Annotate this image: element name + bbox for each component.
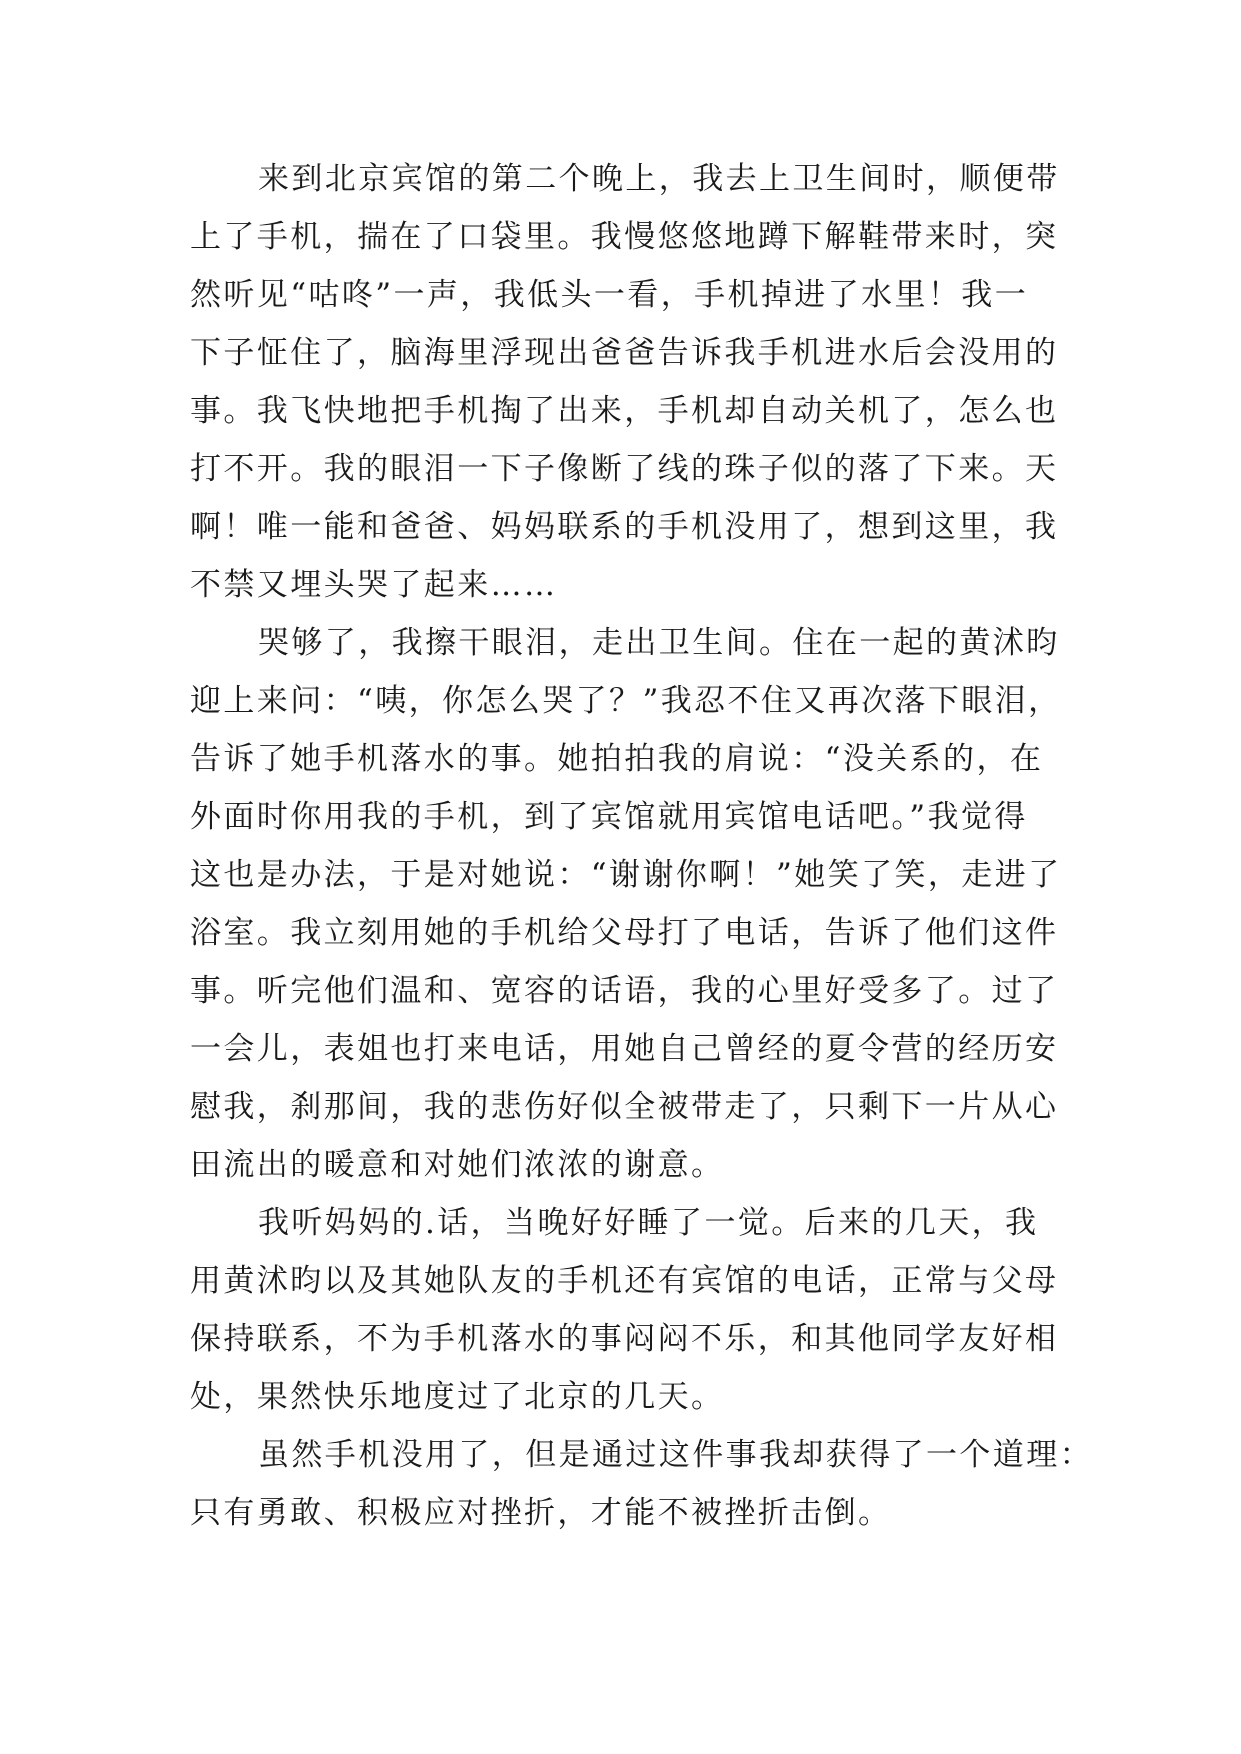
paragraph-2-line-8: 一会儿，表姐也打来电话，用她自己曾经的夏令营的经历安 bbox=[190, 1031, 1059, 1067]
paragraph-2-line-10: 田流出的暖意和对她们浓浓的谢意。 bbox=[190, 1147, 725, 1183]
paragraph-4-line-1: 虽然手机没用了，但是通过这件事我却获得了一个道理： bbox=[258, 1437, 1093, 1473]
paragraph-1-line-5: 事。我飞快地把手机掏了出来，手机却自动关机了，怎么也 bbox=[190, 393, 1059, 429]
paragraph-1-line-3: 然听见“咕咚”一声，我低头一看，手机掉进了水里！我一 bbox=[190, 277, 1029, 313]
paragraph-2-line-2: 迎上来问：“咦，你怎么哭了？”我忍不住又再次落下眼泪， bbox=[190, 683, 1062, 719]
paragraph-3-line-2: 用黄沭昀以及其她队友的手机还有宾馆的电话，正常与父母 bbox=[190, 1263, 1059, 1299]
paragraph-2-line-5: 这也是办法，于是对她说：“谢谢你啊！”她笑了笑，走进了 bbox=[190, 857, 1062, 893]
paragraph-4-line-2: 只有勇敢、积极应对挫折，才能不被挫折击倒。 bbox=[190, 1495, 892, 1531]
paragraph-2-line-9: 慰我，刹那间，我的悲伤好似全被带走了，只剩下一片从心 bbox=[190, 1089, 1059, 1125]
paragraph-3-line-4: 处，果然快乐地度过了北京的几天。 bbox=[190, 1379, 725, 1415]
paragraph-1-line-4: 下子怔住了，脑海里浮现出爸爸告诉我手机进水后会没用的 bbox=[190, 335, 1059, 371]
paragraph-2-line-4: 外面时你用我的手机，到了宾馆就用宾馆电话吧。”我觉得 bbox=[190, 799, 1028, 835]
paragraph-1-line-1: 来到北京宾馆的第二个晚上，我去上卫生间时，顺便带 bbox=[258, 161, 1060, 197]
paragraph-2-line-7: 事。听完他们温和、宽容的话语，我的心里好受多了。过了 bbox=[190, 973, 1059, 1009]
document-body bbox=[190, 150, 1093, 1542]
paragraph-1-line-2: 上了手机，揣在了口袋里。我慢悠悠地蹲下解鞋带来时，突 bbox=[190, 219, 1059, 255]
paragraph-1-line-8: 不禁又埋头哭了起来…… bbox=[190, 567, 558, 603]
paragraph-3-line-3: 保持联系，不为手机落水的事闷闷不乐，和其他同学友好相 bbox=[190, 1321, 1059, 1357]
paragraph-2-line-1: 哭够了，我擦干眼泪，走出卫生间。住在一起的黄沭昀 bbox=[258, 625, 1060, 661]
paragraph-3-line-1: 我听妈妈的.话，当晚好好睡了一觉。后来的几天，我 bbox=[258, 1205, 1039, 1241]
paragraph-1-line-6: 打不开。我的眼泪一下子像断了线的珠子似的落了下来。天 bbox=[190, 451, 1059, 487]
paragraph-2-line-6: 浴室。我立刻用她的手机给父母打了电话，告诉了他们这件 bbox=[190, 915, 1059, 951]
paragraph-1-line-7: 啊！唯一能和爸爸、妈妈联系的手机没用了，想到这里，我 bbox=[190, 509, 1059, 545]
paragraph-2-line-3: 告诉了她手机落水的事。她拍拍我的肩说：“没关系的，在 bbox=[190, 741, 1044, 777]
